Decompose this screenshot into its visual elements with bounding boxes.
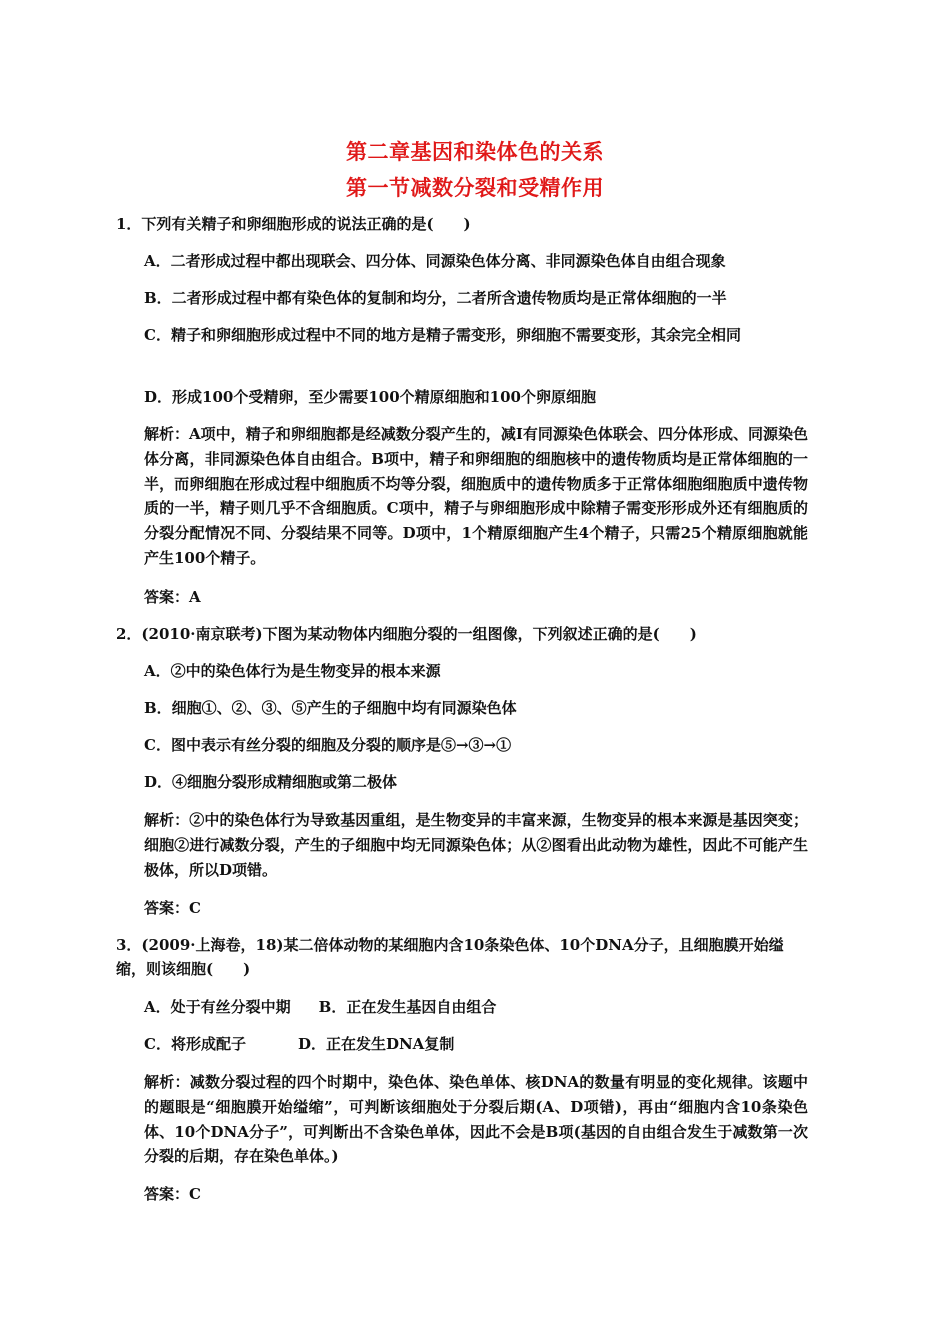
question-3-options-row-1	[144, 995, 496, 1019]
question-3-option-a: A．处于有丝分裂中期	[144, 998, 291, 1016]
question-2-stem: 2．(2010·南京联考)下图为某动物体内细胞分裂的一组图像，下列叙述正确的是( )	[116, 625, 697, 643]
question-2-option-c: C．图中表示有丝分裂的细胞及分裂的顺序是⑤→③→①	[144, 736, 512, 754]
question-1-stem: 1．下列有关精子和卵细胞形成的说法正确的是( )	[116, 215, 471, 233]
question-3-options-row-2	[144, 1032, 454, 1056]
question-2-option-b: B．细胞①、②、③、⑤产生的子细胞中均有同源染色体	[144, 699, 517, 717]
chapter-title: 第二章基因和染体色的关系	[346, 139, 604, 164]
section-title: 第一节减数分裂和受精作用	[346, 175, 604, 200]
question-3-option-b: B．正在发生基因自由组合	[318, 998, 497, 1016]
question-2-analysis: 解析：②中的染色体行为导致基因重组，是生物变异的丰富来源，生物变异的根本来源是基因突变；细胞②进行减数分裂，产生的子细胞中均无同源染色体；从②图看出此动物为雄性，因此不可能产生极体，所以D项错。	[144, 811, 808, 879]
question-2-option-a: A．②中的染色体行为是生物变异的根本来源	[144, 662, 441, 680]
question-2-option-d: D．④细胞分裂形成精细胞或第二极体	[144, 773, 398, 791]
question-1-analysis: 解析：A项中，精子和卵细胞都是经减数分裂产生的，减Ⅰ有同源染色体联会、四分体形成、同源染色体分离，非同源染色体自由组合。B项中，精子和卵细胞的细胞核中的遗传物质均是正常体细胞的一半，而卵细胞在形成过程中细胞质不均等分裂，细胞质中的遗传物质多于正常体细胞细胞质中遗传物质的一半，精子则几乎不含细胞质。C项中，精子与卵细胞形成中除精子需变形形成外还有细胞质的分裂分配情况不同、分裂结果不同等。D项中，1个精原细胞产生4个精子，只需25个精原细胞就能产生100个精子。	[144, 425, 808, 567]
question-1-option-d: D．形成100个受精卵，至少需要100个精原细胞和100个卵原细胞	[144, 388, 596, 406]
question-3-option-c: C．将形成配子	[144, 1035, 246, 1053]
question-1-answer: 答案：A	[144, 588, 201, 606]
question-1-option-a: A．二者形成过程中都出现联会、四分体、同源染色体分离、非同源染色体自由组合现象	[144, 252, 726, 270]
question-2-answer: 答案：C	[144, 899, 201, 917]
question-3-answer: 答案：C	[144, 1185, 201, 1203]
question-1-option-b: B．二者形成过程中都有染色体的复制和均分，二者所含遗传物质均是正常体细胞的一半	[144, 289, 727, 307]
question-3-stem: 3．(2009·上海卷，18)某二倍体动物的某细胞内含10条染色体、10个DNA分子，且细胞膜开始缢缩，则该细胞( )	[116, 936, 784, 978]
question-3-analysis: 解析：减数分裂过程的四个时期中，染色体、染色单体、核DNA的数量有明显的变化规律。该题中的题眼是“细胞膜开始缢缩”，可判断该细胞处于分裂后期(A、D项错)，再由“细胞内含10条染色体、10个DNA分子”，可判断出不含染色单体，因此不会是B项(基因的自由组合发生于减数第一次分裂的后期，存在染色单体。)	[144, 1073, 808, 1166]
question-3-option-d: D．正在发生DNA复制	[297, 1035, 455, 1053]
question-1-option-c: C．精子和卵细胞形成过程中不同的地方是精子需变形，卵细胞不需要变形，其余完全相同	[144, 326, 741, 344]
